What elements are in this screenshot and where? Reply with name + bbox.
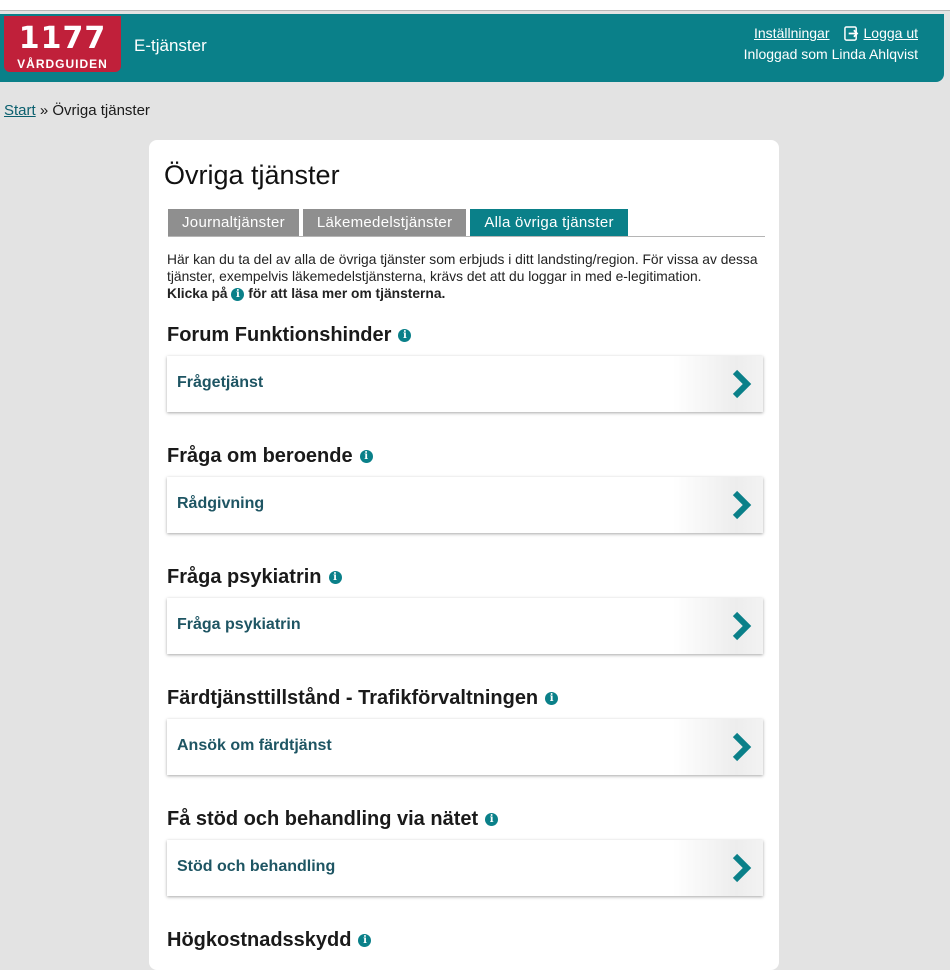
browser-top-strip: [0, 0, 950, 11]
service-link[interactable]: [167, 719, 763, 775]
logout-icon: [844, 26, 859, 41]
service-link[interactable]: [167, 598, 763, 654]
service-link[interactable]: [167, 840, 763, 896]
logout-button[interactable]: [844, 25, 919, 41]
info-icon[interactable]: i: [545, 692, 558, 705]
content-card: [149, 140, 779, 970]
info-icon: i: [231, 288, 244, 301]
chevron-right-icon: [731, 853, 753, 883]
service-link[interactable]: [167, 477, 763, 533]
intro-bold-suffix: för att läsa mer om tjänsterna.: [248, 286, 446, 301]
service-link[interactable]: [167, 356, 763, 412]
chevron-right-icon: [731, 369, 753, 399]
header-links: [744, 25, 918, 41]
service-label: Frågetjänst: [177, 374, 264, 391]
service-label: Stöd och behandling: [177, 858, 336, 875]
logo-text: VÅRDGUIDEN: [17, 57, 108, 71]
section-title: Högkostnadsskydd: [167, 928, 352, 951]
info-icon[interactable]: i: [360, 450, 373, 463]
intro-bold-prefix: Klicka på: [167, 286, 228, 301]
section-title: Forum Funktionshinder: [167, 323, 392, 346]
service-section: [167, 806, 763, 896]
logo[interactable]: [4, 16, 121, 72]
chevron-right-icon: [731, 732, 753, 762]
breadcrumb-current: Övriga tjänster: [52, 102, 150, 119]
info-icon[interactable]: i: [398, 329, 411, 342]
section-title: Fråga om beroende: [167, 444, 353, 467]
tab-alla-ovriga-tjanster[interactable]: Alla övriga tjänster: [470, 209, 627, 236]
service-section: [167, 443, 763, 533]
user-area: [744, 25, 918, 62]
service-section: [167, 564, 763, 654]
breadcrumb-home-link[interactable]: Start: [4, 102, 36, 119]
tab-journaltjanster[interactable]: Journaltjänster: [168, 209, 299, 236]
intro-text-block: [167, 251, 767, 302]
info-icon[interactable]: i: [485, 813, 498, 826]
chevron-right-icon: [731, 611, 753, 641]
service-label: Ansök om färdtjänst: [177, 737, 332, 754]
tab-lakemedelstjanster[interactable]: Läkemedelstjänster: [303, 209, 466, 236]
service-section: [167, 927, 763, 953]
settings-link[interactable]: Inställningar: [754, 25, 830, 41]
service-section: [167, 322, 763, 412]
info-icon[interactable]: i: [329, 571, 342, 584]
logo-number: 1177: [18, 21, 107, 56]
site-header: [0, 14, 944, 82]
info-icon[interactable]: i: [358, 934, 371, 947]
app-title: E-tjänster: [134, 36, 207, 55]
section-title: Få stöd och behandling via nätet: [167, 807, 479, 830]
logout-link[interactable]: Logga ut: [863, 25, 918, 41]
section-title: Fråga psykiatrin: [167, 565, 322, 588]
logged-in-text: Inloggad som Linda Ahlqvist: [743, 46, 918, 62]
chevron-right-icon: [731, 490, 753, 520]
service-section: [167, 685, 763, 775]
tab-bar: [168, 209, 765, 237]
intro-text: Här kan du ta del av alla de övriga tjänster som erbjuds i ditt landsting/region. För vissa av dessa tjänster, exempelvis läkemedelstjänsterna, krävs det att du loggar in med e-legitimation.: [167, 252, 758, 284]
service-label: Fråga psykiatrin: [177, 616, 301, 633]
page-title: Övriga tjänster: [164, 160, 340, 190]
section-title: Färdtjänsttillstånd - Trafikförvaltningen: [167, 686, 539, 709]
breadcrumb-separator: »: [39, 102, 49, 119]
breadcrumb: [4, 102, 150, 119]
service-label: Rådgivning: [177, 495, 265, 512]
